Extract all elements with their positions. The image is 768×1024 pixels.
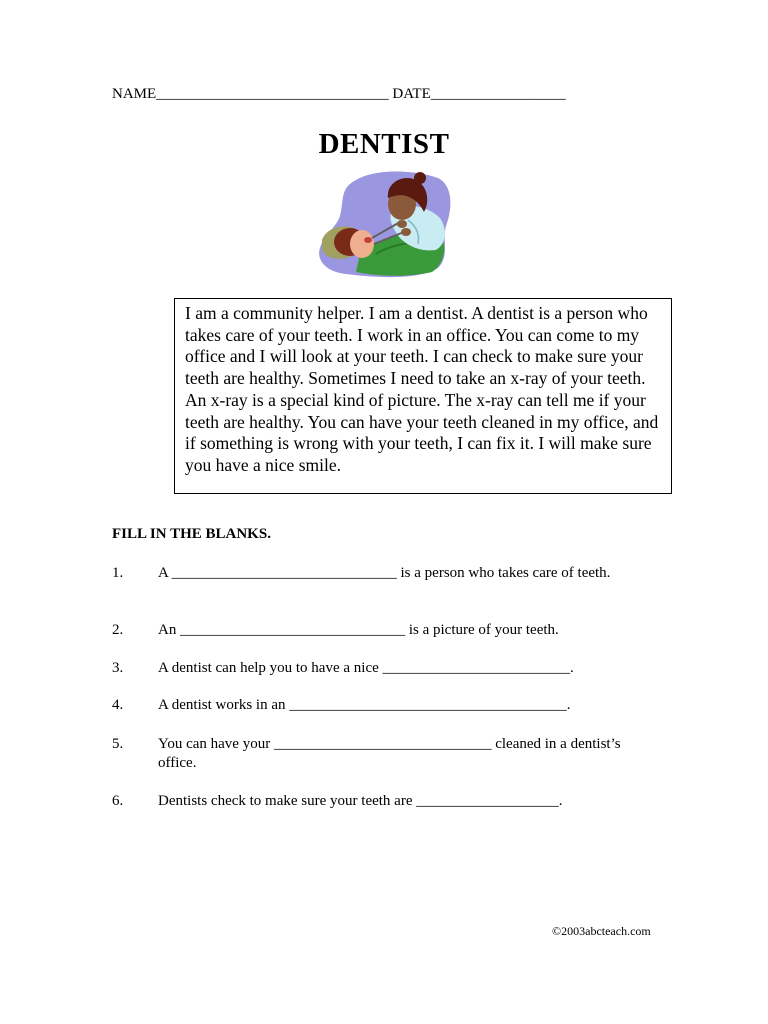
name-blank[interactable]: _______________________________	[156, 86, 389, 102]
question-number: 3.	[112, 660, 124, 676]
dentist-illustration	[316, 168, 456, 280]
question-number: 4.	[112, 697, 124, 713]
question-number: 6.	[112, 793, 124, 809]
date-blank[interactable]: __________________	[430, 86, 566, 102]
date-label: DATE	[392, 86, 431, 102]
question-number: 5.	[112, 736, 124, 752]
reading-passage-box	[174, 298, 672, 494]
question-text: An ______________________________ is a picture of your teeth.	[158, 622, 559, 638]
question-text: You can have your _____________________________ cleaned in a dentist’s office.	[158, 736, 621, 771]
reading-passage-text: I am a community helper. I am a dentist. A dentist is a person who takes care of your teeth. I work in an office. You can come to my office and I will look at your teeth. I can check to make sure your teeth are healthy. Sometimes I need to take an x-ray of your teeth. An x-ray is a special kind of picture. The x-ray can tell me if your teeth are healthy. You can have your teeth cleaned in my office, and if something is wrong with your teeth, I can fix it. I will make sure you have a nice smile.	[185, 303, 659, 475]
question-text: A ______________________________ is a person who takes care of teeth.	[158, 565, 611, 581]
name-label: NAME	[112, 86, 157, 102]
question-number: 2.	[112, 622, 124, 638]
question-text: A dentist works in an _____________________________________.	[158, 697, 571, 713]
copyright-notice: ©2003abcteach.com	[552, 924, 651, 938]
question-text: Dentists check to make sure your teeth are ___________________.	[158, 793, 563, 809]
section-heading: FILL IN THE BLANKS.	[112, 526, 271, 542]
worksheet-title: DENTIST	[318, 128, 450, 160]
question-number: 1.	[112, 565, 124, 581]
name-date-line	[112, 86, 566, 103]
question-text: A dentist can help you to have a nice _________________________.	[158, 660, 574, 676]
